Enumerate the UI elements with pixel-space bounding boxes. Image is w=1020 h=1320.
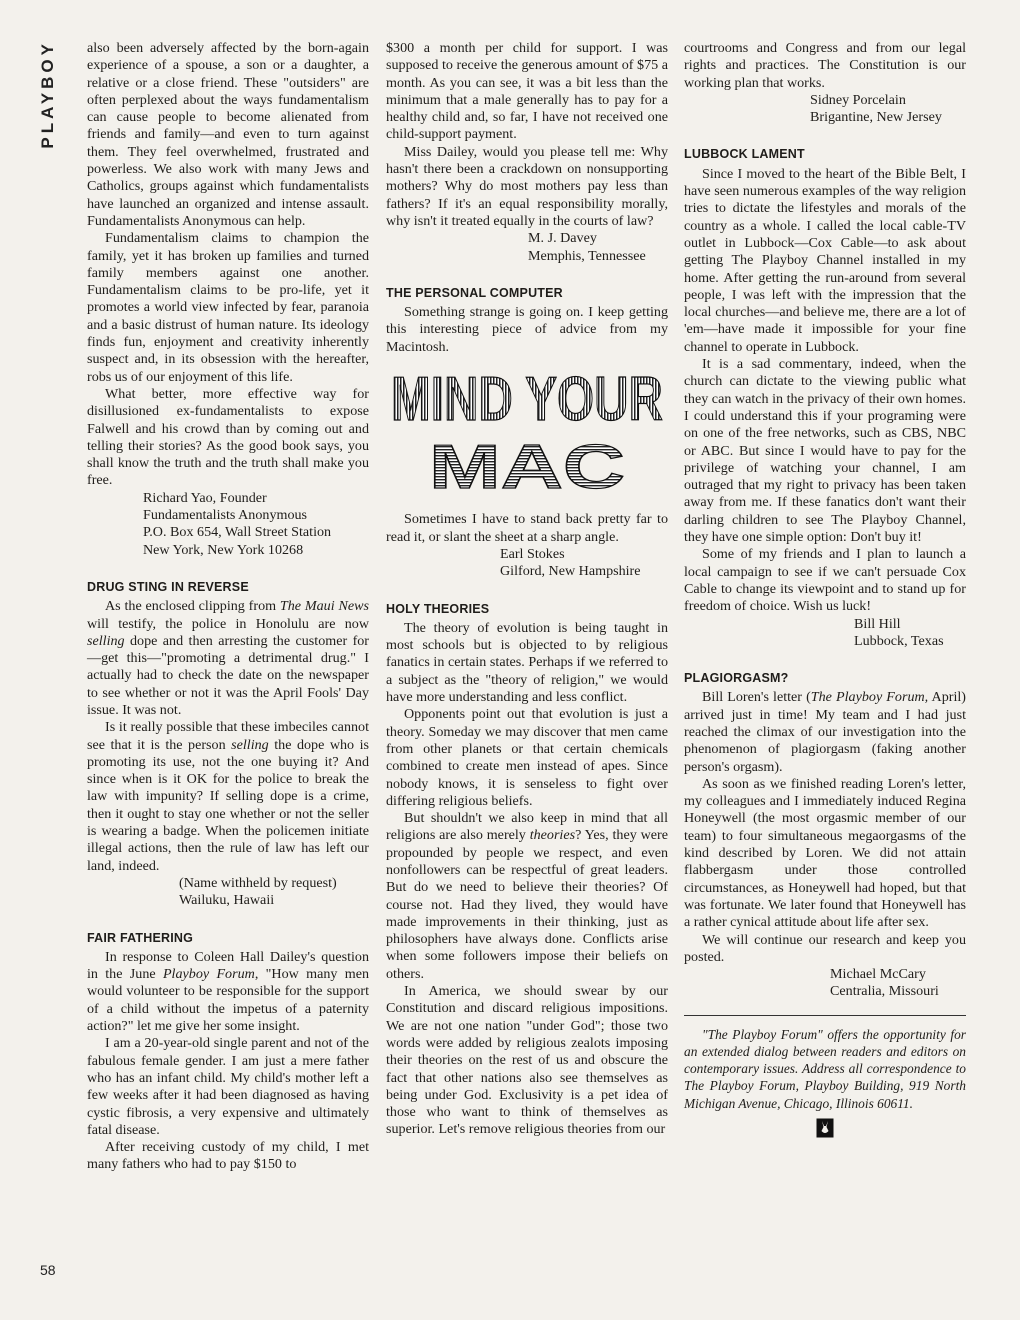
paragraph: The theory of evolution is being taught in most schools but is objected to by religious fanatics in certain states. Perhaps if we referred to a subject as the "theory of religion," we would have more understanding and less conflict. xyxy=(386,619,668,706)
signature-line: Fundamentalists Anonymous xyxy=(143,507,308,524)
signature-line: Gilford, New Hampshire xyxy=(500,563,641,580)
signature-line: Bill Hill xyxy=(854,615,901,632)
section-heading: DRUG STING IN REVERSE xyxy=(87,579,249,594)
signature-block xyxy=(143,490,369,559)
signature-block xyxy=(500,546,668,581)
column-3 xyxy=(684,40,966,1142)
paragraph: After receiving custody of my child, I met many fathers who had to pay $150 to xyxy=(87,1139,369,1173)
page-number: 58 xyxy=(40,1262,56,1278)
section-heading: THE PERSONAL COMPUTER xyxy=(386,285,563,300)
signature-line: P.O. Box 654, Wall Street Station xyxy=(143,524,332,541)
signature-line: Wailuku, Hawaii xyxy=(179,892,275,909)
paragraph: We will continue our research and keep you posted. xyxy=(684,931,966,965)
section-heading: HOLY THEORIES xyxy=(386,601,490,616)
paragraph: also been adversely affected by the born-again experience of a spouse, a son or a daughter, a relative or a close friend. These "outsiders" are often perplexed about the ways fundamentalism can cause people to become alienated from friends and family—and even to turn against them. They feel overwhelmed, frustrated and powerless. We also work with many Jews and Catholics, groups against which fundamentalists have launched an organized and intense assault. Fundamentalists Anonymous can help. xyxy=(87,40,369,229)
macintosh-printout-art xyxy=(386,365,668,503)
paragraph: It is a sad commentary, indeed, when the church can dictate to the viewing public what they can watch in the privacy of their own homes. I could understand this if your programing were on one of the free networks, such as CBS, NBC or ABC. But since I would have to pay for the privilege of watching your channel, I am outraged that my right to privacy has been taken away from me. If these fanatics don't want their darling children to see The Playboy Channel, they have one simple option: Don't buy it! xyxy=(684,356,966,546)
paragraph: courtrooms and Congress and from our legal rights and practices. The Constitution is our working plan that works. xyxy=(684,40,966,91)
signature-line: Michael McCary xyxy=(830,966,926,983)
column-1 xyxy=(87,40,369,1174)
signature-line: M. J. Davey xyxy=(528,230,597,247)
paragraph: Something strange is going on. I keep getting this interesting piece of advice from my Macintosh. xyxy=(386,304,668,355)
section-heading: LUBBOCK LAMENT xyxy=(684,147,805,162)
signature-block xyxy=(179,875,369,910)
paragraph: But shouldn't we also keep in mind that all religions are also merely theories? Yes, they were propounded by people we respect, and even nonfollowers can be respectful of great leaders. But do we need to believe their theories? Of course not. Had they lived, they would have made improvements in their thinking, just as philosophers have always done. Conflicts arise when some followers impose their beliefs on others. xyxy=(386,810,668,982)
art-line-2: MAC xyxy=(429,433,625,503)
forum-note: "The Playboy Forum" offers the opportunity for an extended dialog between readers and editors on contemporary issues. Address all correspondence to The Playboy Forum, Playboy Building, 919 North Michigan Avenue, Chicago, Illinois 60611. xyxy=(684,1026,966,1111)
signature-line: Sidney Porcelain xyxy=(810,91,906,108)
divider xyxy=(684,1015,966,1016)
paragraph: Opponents point out that evolution is just a theory. Someday we may discover that men came from other planets or that certain chemicals combined to create men instead of apes. Since nobody knows, it is senseless to fight over differing religious beliefs. xyxy=(386,706,668,809)
signature-block xyxy=(528,230,668,265)
signature-line: Lubbock, Texas xyxy=(854,632,944,649)
section-heading: FAIR FATHERING xyxy=(87,930,194,945)
signature-line: Earl Stokes xyxy=(500,545,565,562)
signature-block xyxy=(830,966,966,1001)
paragraph: Sometimes I have to stand back pretty far to read it, or slant the sheet at a sharp angle. xyxy=(386,511,668,545)
stretched-text-graphic xyxy=(388,365,666,503)
paragraph: Bill Loren's letter (The Playboy Forum, April) arrived just in time! My team and I had just reached the climax of our investigation into the phenomenon of plagiorgasm (faking another person's orgasm). xyxy=(684,689,966,775)
paragraph: $300 a month per child for support. I was supposed to receive the generous amount of $75 a month. As you can see, it was a bit less than the minimum that a male generally has to pay for a healthy child and, so far, I have not received one child-support payment. xyxy=(386,40,668,143)
paragraph: In response to Coleen Hall Dailey's question in the June Playboy Forum, "How many men would volunteer to be responsible for the support of a child without the impetus of a paternity action?" let me give her some insight. xyxy=(87,948,369,1035)
paragraph: Miss Dailey, would you please tell me: Why hasn't there been a crackdown on nonsupporting mothers? Why do most mothers pay less than fathers? If it's an equal responsibility morally, why isn't it treated equally in the courts of law? xyxy=(386,143,668,229)
paragraph: As the enclosed clipping from The Maui News will testify, the police in Honolulu are now selling dope and then arresting the customer for—get this—"promoting a detrimental drug." I actually had to check the date on the newspaper to see whether or not it was the April Fools' Day issue. It was not. xyxy=(87,598,369,718)
rabbit-head-icon xyxy=(684,1118,966,1142)
signature-line: Richard Yao, Founder xyxy=(143,489,267,506)
paragraph: Since I moved to the heart of the Bible Belt, I have seen numerous examples of the way religion tries to dictate the lifestyles and morals of the country as a whole. I called the local cable-TV outlet in Lubbock—Cox Cable—to ask about getting The Playboy Channel installed in my home. After getting the run-around from several people, I was left with the impression that the local churches—and believe me, there are a lot of 'em—have made it impossible for your fine channel to operate in Lubbock. xyxy=(684,165,966,355)
section-heading: PLAGIORGASM? xyxy=(684,671,789,686)
signature-line: (Name withheld by request) xyxy=(179,874,337,891)
paragraph: In America, we should swear by our Constitution and discard religious impositions. We are not one nation "under God"; those two words were added by religious zealots imposing their theories on the rest of us and obscure the fact that other nations also see themselves as being under God. Exclusivity is a pet idea of those who want to think of themselves as superior. Let's remove religious theories from our xyxy=(386,983,668,1138)
signature-block xyxy=(854,616,966,651)
paragraph: What better, more effective way for disillusioned ex-fundamentalists to expose Falwell and his crowd than by coming out and telling their stories? As the good book says, you shall know the truth and the truth shall make you free. xyxy=(87,385,369,489)
paragraph: As soon as we finished reading Loren's letter, my colleagues and I immediately induced Regina Honeywell (the most orgasmic member of our team) to four simultaneous megaorgasms of the kind described by Loren. We did not attain flabbergasm under those controlled circumstances, as Honeywell had hoped, but that was fortunate. We later found that Honeywell has a rather cynical attitude about life after sex. xyxy=(684,775,966,931)
paragraph: Fundamentalism claims to champion the family, yet it has broken up families and turned family members against one another. Fundamentalism claims to be pro-life, yet it promotes a world view infected by fear, paranoia and a basic distrust of human nature. Its ideology finds fun, enjoyment and creativity inherently suspect and, in its obsession with the hereafter, robs us of our enjoyment of this life. xyxy=(87,230,369,385)
rabbit-head-icon-svg xyxy=(816,1118,834,1138)
column-2 xyxy=(386,40,668,1139)
signature-block xyxy=(810,92,966,127)
signature-line: Brigantine, New Jersey xyxy=(810,109,942,126)
paragraph: Is it really possible that these imbeciles cannot see that it is the person selling the dope who is promoting its use, not the one buying it? And since when is it OK for the police to break the law with impunity? If selling dope is a crime, then it ought to stay one whether or not the seller is wearing a badge. When the policemen initiate illegal actions, then the rule of law has left our land, indeed. xyxy=(87,719,370,874)
signature-line: Memphis, Tennessee xyxy=(528,247,646,264)
magazine-masthead-vertical: PLAYBOY xyxy=(38,40,57,149)
art-line-1: MIND YOUR xyxy=(391,365,663,435)
paragraph: Some of my friends and I plan to launch a local campaign to see if we can't persuade Cox Cable to change its viewpoint and to stand up for freedom of choice. Wish us luck! xyxy=(684,546,966,615)
signature-line: Centralia, Missouri xyxy=(830,983,939,1000)
signature-line: New York, New York 10268 xyxy=(143,541,304,558)
paragraph: I am a 20-year-old single parent and not of the fabulous female gender. I am just a mere father who has an infant child. My child's mother left a few weeks after it had been diagnosed as having cystic fibrosis, a very expensive and ultimately fatal disease. xyxy=(87,1035,369,1138)
